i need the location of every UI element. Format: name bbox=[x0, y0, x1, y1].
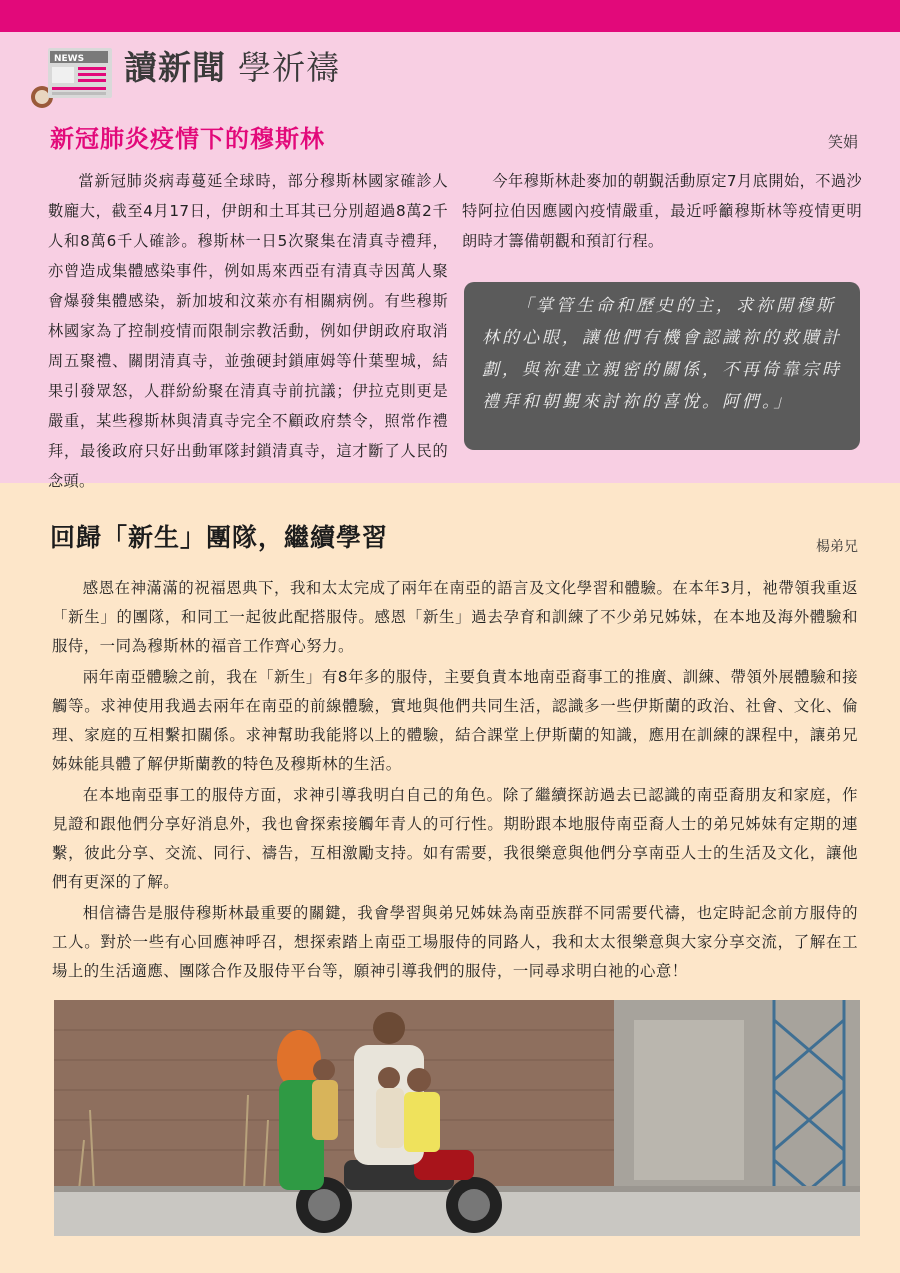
prayer-box bbox=[464, 282, 860, 450]
article2-paragraph: 在本地南亞事工的服侍方面，求神引導我明白自己的角色。除了繼續探訪過去已認識的南亞裔朋友和家庭，作見證和跟他們分享好消息外，我也會探索接觸年青人的可行性。期盼跟本地服侍南亞裔人士的弟兄姊妹有定期的連繫，彼此分享、交流、同行、禱告，互相激勵支持。如有需要，我很樂意與他們分享南亞人士的生活及文化，讓他們有更深的了解。 bbox=[52, 786, 858, 891]
section-header-title bbox=[124, 46, 340, 90]
newspaper-icon bbox=[30, 46, 116, 108]
article2-paragraph: 感恩在神滿滿的祝福恩典下，我和太太完成了兩年在南亞的語言及文化學習和體驗。在本年3月，祂帶領我重返「新生」的團隊，和同工一起彼此配搭服侍。感恩「新生」過去孕育和訓練了不少弟兄姊妹，在本地及海外體驗和服侍，一同為穆斯林的福音工作齊心努力。 bbox=[52, 579, 858, 655]
top-color-bar bbox=[0, 0, 900, 32]
news-badge-text: NEWS bbox=[54, 54, 85, 64]
article2-title: 回歸「新生」團隊，繼續學習 bbox=[50, 523, 389, 552]
article2-paragraph: 兩年南亞體驗之前，我在「新生」有8年多的服侍，主要負責本地南亞裔事工的推廣、訓練、帶領外展體驗和接觸等。求神使用我過去兩年在南亞的前線體驗，實地與他們共同生活，認識多一些伊斯蘭的政治、社會、文化、倫理、家庭的互相繫扣關係。求神幫助我能將以上的體驗，結合課堂上伊斯蘭的知識，應用在訓練的課程中，讓弟兄姊妹能具體了解伊斯蘭教的特色及穆斯林的生活。 bbox=[52, 668, 858, 773]
article1-title: 新冠肺炎疫情下的穆斯林 bbox=[50, 125, 325, 153]
article2-author: 楊弟兄 bbox=[816, 539, 858, 555]
article1-paragraph-2: 今年穆斯林赴麥加的朝覲活動原定7月底開始，不過沙特阿拉伯因應國內疫情嚴重，最近呼籲穆斯林等疫情更明朗時才籌備朝觀和預訂行程。 bbox=[462, 172, 862, 250]
family-on-motorcycle-photo bbox=[54, 1000, 860, 1236]
article2-body bbox=[52, 574, 858, 988]
prayer-text: 「掌管生命和歷史的主，求祢開穆斯林的心眼，讓他們有機會認識祢的救贖計劃，與祢建立親密的關係，不再倚靠宗時禮拜和朝覲來討祢的喜悅。阿們。」 bbox=[482, 296, 842, 412]
article1-author: 笑娟 bbox=[827, 133, 858, 151]
article2-paragraph: 相信禱告是服侍穆斯林最重要的關鍵，我會學習與弟兄姊妹為南亞族群不同需要代禱，也定時記念前方服侍的工人。對於一些有心回應神呼召，想探索踏上南亞工場服侍的同路人，我和太太很樂意與大家分享交流，了解在工場上的生活適應、團隊合作及服侍平台等，願神引導我們的服侍，一同尋求明白祂的心意！ bbox=[52, 904, 858, 980]
article1-column-right bbox=[462, 166, 862, 256]
article1-paragraph-1: 當新冠肺炎病毒蔓延全球時，部分穆斯林國家確診人數龐大，截至4月17日，伊朗和土耳其已分別超過8萬2千人和8萬6千人確診。穆斯林一日5次聚集在清真寺禮拜，亦曾造成集體感染事件，例如馬來西亞有清真寺因萬人聚會爆發集體感染，新加坡和汶萊亦有相關病例。有些穆斯林國家為了控制疫情而限制宗教活動，例如伊朗政府取消周五聚禮、關閉清真寺，並強硬封鎖庫姆等什葉聖城，結果引發眾怒，人群紛紛聚在清真寺前抗議；伊拉克則更是嚴重，某些穆斯林與清真寺完全不顧政府禁令，照常作禮拜，最後政府只好出動軍隊封鎖清真寺，這才斷了人民的念頭。 bbox=[48, 172, 448, 490]
article1-column-left bbox=[48, 166, 448, 496]
header-title-light: 學祈禱 bbox=[238, 48, 340, 87]
header-title-bold: 讀新聞 bbox=[124, 48, 226, 87]
